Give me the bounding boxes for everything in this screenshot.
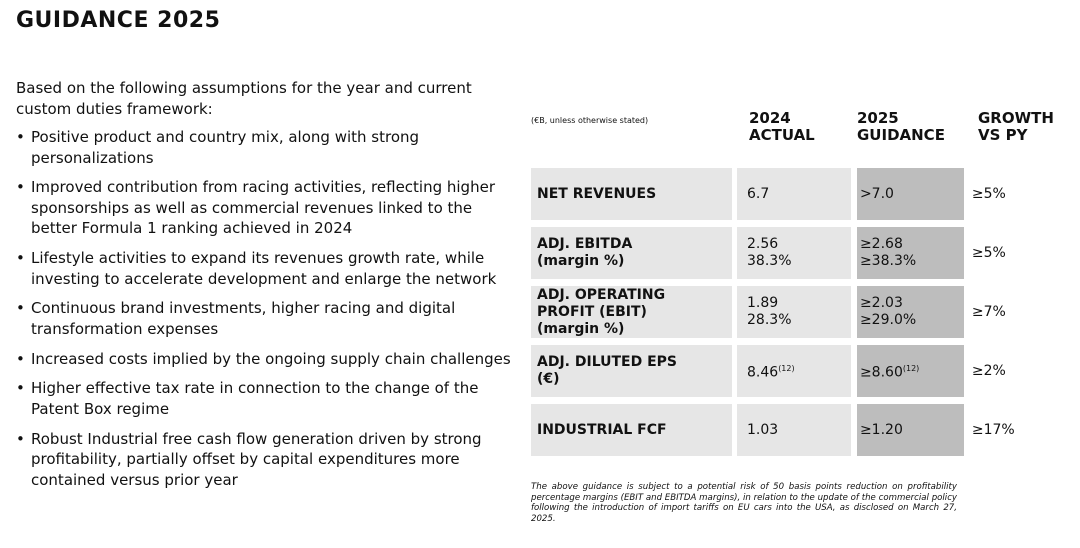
- assumptions-list: [16, 127, 516, 490]
- header-line: VS PY: [978, 126, 1028, 144]
- growth-cell: ≥7%: [971, 303, 1006, 320]
- actual-2024-cell: [737, 404, 851, 456]
- bullet-icon: •: [16, 379, 25, 398]
- page-title: GUIDANCE 2025: [16, 8, 221, 33]
- guidance-2025-cell: [857, 404, 964, 456]
- list-item: [16, 298, 516, 339]
- value-line: ≥8.60: [859, 364, 903, 381]
- row-label: [531, 345, 732, 397]
- footnote-ref: (12): [778, 364, 795, 374]
- bullet-icon: •: [16, 128, 25, 146]
- bullet-icon: •: [16, 178, 25, 197]
- growth-cell: ≥5%: [971, 244, 1006, 261]
- value-line: 38.3%: [747, 253, 792, 269]
- list-item-text: Improved contribution from racing activities, reflecting higher sponsorships as well as commercial revenues linked to the better Formula 1 ranking achieved in 2024: [31, 178, 495, 238]
- footnote-ref: (12): [902, 364, 920, 374]
- list-item: [16, 127, 516, 168]
- header-line: GROWTH: [978, 109, 1054, 127]
- label-line: ADJ. DILUTED EPS: [537, 354, 677, 370]
- bullet-icon: •: [16, 249, 25, 268]
- guidance-2025-cell: [857, 345, 964, 397]
- value-line: 2.56: [747, 236, 779, 252]
- label-line: PROFIT (EBIT): [537, 303, 647, 320]
- growth-cell: ≥2%: [971, 362, 1006, 379]
- growth-cell: ≥5%: [971, 185, 1006, 202]
- list-item-text: Robust Industrial free cash flow generation driven by strong profitability, partially offset by capital expenditures more contained versus prior year: [31, 429, 482, 489]
- label-line: (€): [537, 371, 560, 387]
- row-label: [531, 286, 732, 338]
- list-item: [16, 349, 516, 370]
- bullet-icon: •: [16, 299, 25, 318]
- header-line: 2025: [857, 109, 899, 127]
- table-row: [531, 286, 1061, 338]
- value-line: 8.46: [747, 364, 779, 381]
- guidance-footnote: The above guidance is subject to a potential risk of 50 basis points reduction on profitability percentage margins (EBIT and EBITDA margins), in relation to the update of the commercial policy following the introduction of import tariffs on EU cars into the USA, as disclosed on March 27, 2025.: [531, 482, 957, 524]
- value-line: ≥38.3%: [859, 253, 917, 269]
- label-line: NET REVENUES: [537, 185, 657, 202]
- value-line: 1.89: [747, 295, 779, 311]
- list-item-text: Higher effective tax rate in connection to the change of the Patent Box regime: [31, 379, 479, 418]
- header-line: ACTUAL: [749, 126, 815, 144]
- label-line: (margin %): [537, 320, 625, 337]
- guidance-2025-cell: [857, 168, 964, 220]
- value-line: 1.03: [747, 421, 779, 438]
- value-line: ≥1.20: [859, 421, 903, 438]
- list-item-text: Increased costs implied by the ongoing supply chain challenges: [31, 349, 511, 368]
- table-row: [531, 345, 1061, 397]
- list-item: [16, 248, 516, 289]
- list-item: [16, 429, 516, 491]
- list-item-text: Lifestyle activities to expand its revenues growth rate, while investing to accelerate development and enlarge the network: [31, 249, 497, 288]
- assumptions-section: [16, 78, 516, 500]
- row-label: [531, 227, 732, 279]
- value-line: 6.7: [747, 185, 770, 202]
- unit-note: (€B, unless otherwise stated): [531, 116, 649, 125]
- guidance-table: [531, 110, 1061, 463]
- bullet-icon: •: [16, 349, 25, 368]
- value-line: ≥29.0%: [859, 312, 917, 328]
- list-item: [16, 378, 516, 419]
- header-line: 2024: [749, 109, 791, 127]
- header-2024-actual: [739, 110, 854, 168]
- label-line: ADJ. OPERATING: [537, 286, 666, 303]
- value-line: 28.3%: [747, 312, 792, 328]
- row-label: [531, 404, 732, 456]
- assumptions-intro: Based on the following assumptions for the year and current custom duties framework:: [16, 79, 472, 118]
- value-line: ≥2.68: [859, 236, 903, 252]
- list-item-text: Continuous brand investments, higher racing and digital transformation expenses: [31, 299, 456, 338]
- header-line: GUIDANCE: [857, 126, 945, 144]
- value-line: ≥2.03: [859, 295, 903, 311]
- growth-cell: ≥17%: [971, 421, 1015, 438]
- table-row: [531, 227, 1061, 279]
- label-line: ADJ. EBITDA: [537, 236, 633, 252]
- actual-2024-cell: [737, 227, 851, 279]
- row-label: [531, 168, 732, 220]
- header-growth-vs-py: [969, 110, 1061, 168]
- guidance-2025-cell: [857, 227, 964, 279]
- label-line: INDUSTRIAL FCF: [537, 421, 667, 438]
- bullet-icon: •: [16, 429, 25, 448]
- list-item: [16, 177, 516, 239]
- actual-2024-cell: [737, 286, 851, 338]
- guidance-2025-cell: [857, 286, 964, 338]
- actual-2024-cell: [737, 345, 851, 397]
- label-line: (margin %): [537, 253, 625, 269]
- table-header: [531, 110, 1061, 168]
- header-2025-guidance: [854, 110, 969, 168]
- table-row: [531, 168, 1061, 220]
- value-line: >7.0: [859, 185, 894, 202]
- list-item-text: Positive product and country mix, along with strong personalizations: [31, 128, 420, 167]
- table-row: [531, 404, 1061, 456]
- actual-2024-cell: [737, 168, 851, 220]
